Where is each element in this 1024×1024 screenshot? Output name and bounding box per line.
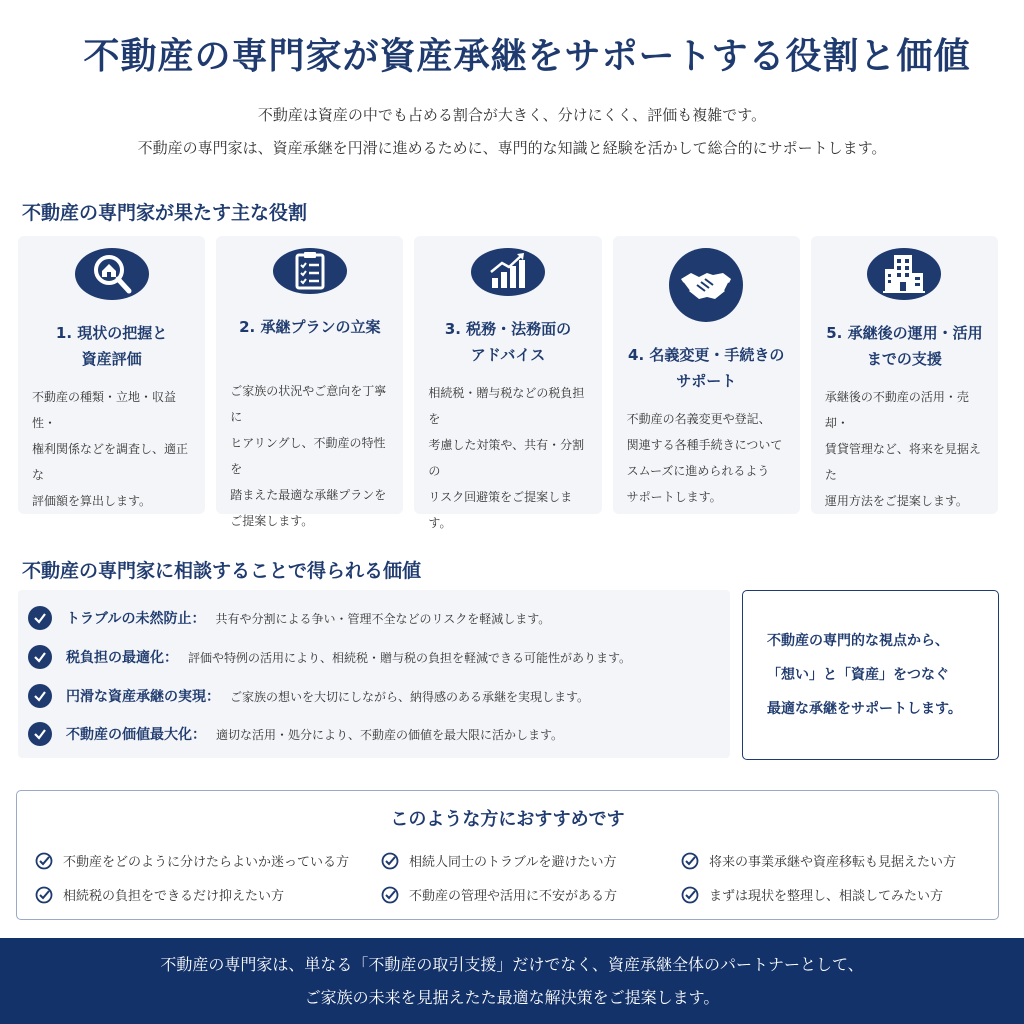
role-desc-line: 承継後の不動産の活用・売却・ — [824, 390, 969, 430]
role-title-line2: サポート — [676, 372, 737, 390]
footer-banner — [0, 938, 1024, 1024]
role-description — [821, 384, 988, 514]
clipboard-checklist-icon — [273, 248, 347, 294]
recommend-item-text: 不動産をどのように分けたらよいか迷っている方 — [63, 855, 350, 870]
role-description — [28, 384, 195, 514]
role-title-line1: 3. 税務・法務面の — [444, 320, 572, 338]
growth-chart-icon — [471, 248, 545, 296]
recommend-item — [681, 851, 956, 870]
role-desc-line: 踏まえた最適な承継プランを — [230, 488, 387, 502]
role-card-assessment — [18, 236, 205, 514]
value-desc: ご家族の想いを大切にしながら、納得感のある承継を実現します。 — [230, 689, 590, 704]
recommend-item — [35, 851, 349, 870]
role-desc-line: 相続税・贈与税などの税負担を — [428, 386, 585, 426]
roles-heading: 不動産の専門家が果たす主な役割 — [22, 202, 308, 224]
role-desc-line: 不動産の名義変更や登記、 — [626, 412, 771, 426]
role-desc-line: 権利関係などを調査し、適正な — [32, 442, 189, 482]
quote-line: 最適な承継をサポートします。 — [767, 701, 962, 717]
quote-line: 「想い」と「資産」をつなぐ — [767, 667, 949, 683]
role-title — [239, 314, 380, 370]
role-title-line2: アドバイス — [470, 346, 546, 364]
role-card-post-support — [811, 236, 998, 514]
check-circle-icon — [28, 606, 52, 630]
value-desc: 共有や分割による争い・管理不全などのリスクを軽減します。 — [215, 611, 551, 626]
recommend-item-text: 将来の事業承継や資産移転も見据えたい方 — [709, 855, 957, 870]
value-title: 税負担の最適化： — [66, 650, 178, 666]
role-title — [826, 320, 982, 376]
value-item — [28, 606, 550, 630]
check-badge-icon — [35, 852, 53, 870]
recommend-item — [681, 885, 943, 904]
value-title: トラブルの未然防止： — [66, 611, 206, 627]
role-description — [226, 378, 393, 534]
value-title: 円滑な資産承継の実現： — [66, 689, 220, 705]
role-description — [424, 380, 591, 536]
house-magnifier-icon — [75, 248, 149, 300]
values-heading: 不動産の専門家に相談することで得られる価値 — [22, 560, 422, 582]
role-desc-line: 運用方法をご提案します。 — [824, 494, 968, 508]
role-desc-line: サポートします。 — [626, 490, 722, 504]
role-title-line2: までの支援 — [866, 350, 942, 368]
intro-line-1: 不動産は資産の中でも占める割合が大きく、分けにくく、評価も複雑です。 — [257, 106, 767, 124]
quote-line: 不動産の専門的な視点から、 — [767, 633, 949, 649]
role-desc-line: スムーズに進められるよう — [626, 464, 770, 478]
role-title-line1: 4. 名義変更・手続きの — [628, 346, 785, 364]
check-badge-icon — [681, 852, 699, 870]
role-title — [628, 342, 784, 398]
recommend-title: このような方におすすめです — [390, 809, 625, 830]
check-badge-icon — [381, 886, 399, 904]
value-desc: 評価や特例の活用により、相続税・贈与税の負担を軽減できる可能性があります。 — [188, 650, 632, 665]
recommend-item — [381, 885, 617, 904]
role-title-line1: 5. 承継後の運用・活用 — [826, 324, 983, 342]
buildings-icon — [867, 248, 941, 300]
roles-grid — [18, 236, 998, 530]
check-badge-icon — [681, 886, 699, 904]
recommend-box — [16, 790, 999, 920]
value-desc: 適切な活用・処分により、不動産の価値を最大限に活かします。 — [216, 727, 564, 742]
role-card-procedures — [613, 236, 800, 514]
check-circle-icon — [28, 645, 52, 669]
role-desc-line: ヒアリングし、不動産の特性を — [230, 436, 386, 476]
recommend-item-text: 不動産の管理や活用に不安がある方 — [409, 889, 618, 904]
check-circle-icon — [28, 722, 52, 746]
role-title-line2: 資産評価 — [81, 350, 142, 368]
value-item — [28, 684, 589, 708]
role-desc-line: ご提案します。 — [230, 514, 314, 528]
footer-line-1: 不動産の専門家は、単なる「不動産の取引支援」だけでなく、資産承継全体のパートナーとして、 — [160, 955, 864, 974]
role-title — [56, 320, 167, 376]
page-title: 不動産の専門家が資産承継をサポートする役割と価値 — [83, 35, 971, 77]
role-desc-line: 考慮した対策や、共有・分割の — [428, 438, 585, 478]
footer-line-2: ご家族の未来を見据えたた最適な解決策をご提案します。 — [304, 988, 720, 1007]
role-desc-line: ご家族の状況やご意向を丁寧に — [230, 384, 387, 424]
role-desc-line: 評価額を算出します。 — [32, 494, 152, 508]
role-desc-line: 賃貸管理など、将来を見据えた — [824, 442, 981, 482]
values-list — [18, 590, 730, 758]
role-title-line1: 1. 現状の把握と — [55, 324, 168, 342]
role-card-tax-legal — [414, 236, 601, 530]
check-badge-icon — [381, 852, 399, 870]
value-item — [28, 645, 631, 669]
value-item — [28, 722, 563, 746]
value-title: 不動産の価値最大化： — [66, 727, 206, 743]
role-card-plan — [216, 236, 403, 528]
role-title — [445, 316, 571, 372]
check-circle-icon — [28, 684, 52, 708]
role-desc-line: リスク回避策をご提案します。 — [428, 490, 573, 530]
intro-line-2: 不動産の専門家は、資産承継を円滑に進めるために、専門的な知識と経験を活かして総合的にサポートします。 — [137, 139, 887, 157]
role-desc-line: 関連する各種手続きについて — [626, 438, 783, 452]
role-desc-line: 不動産の種類・立地・収益性・ — [32, 390, 177, 430]
recommend-item-text: 相続税の負担をできるだけ抑えたい方 — [63, 889, 285, 904]
recommend-item — [381, 851, 616, 870]
handshake-icon — [669, 248, 743, 322]
check-badge-icon — [35, 886, 53, 904]
recommend-item — [35, 885, 284, 904]
role-description — [623, 406, 790, 510]
role-title-line1: 2. 承継プランの立案 — [239, 318, 381, 336]
recommend-item-text: まずは現状を整理し、相談してみたい方 — [709, 889, 944, 904]
recommend-item-text: 相続人同士のトラブルを避けたい方 — [409, 855, 617, 870]
quote-box — [742, 590, 999, 760]
